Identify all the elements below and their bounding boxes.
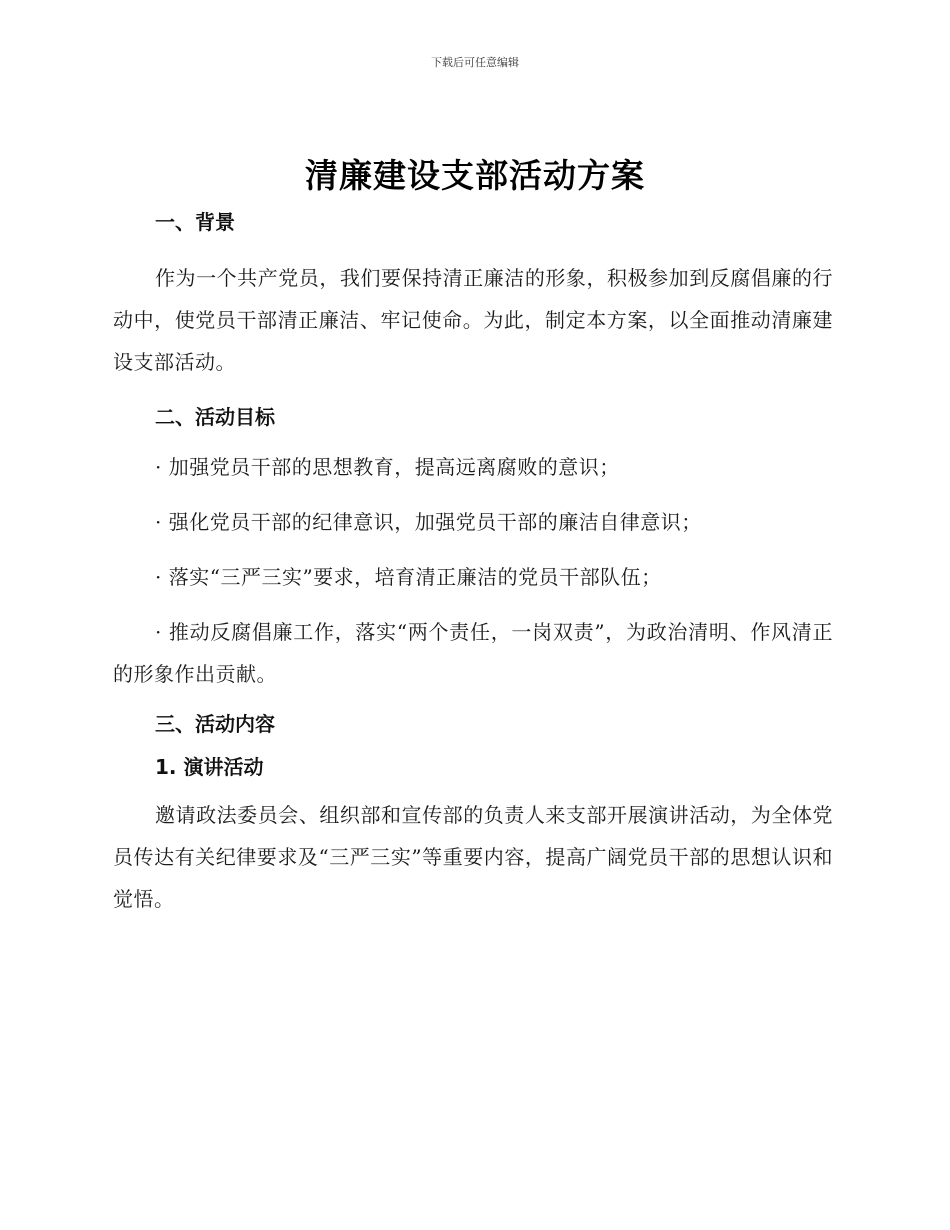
subsection-heading-speech: 1. 演讲活动	[155, 755, 264, 779]
goal-item: · 推动反腐倡廉工作，落实“两个责任，一岗双责”，为政治清明、作风清正的形象作出贡献。	[113, 620, 833, 686]
section-heading-background: 一、背景	[155, 210, 235, 234]
section-heading-content: 三、活动内容	[155, 712, 275, 736]
speech-paragraph: 邀请政法委员会、组织部和宣传部的负责人来支部开展演讲活动，为全体党员传达有关纪律要求及“三严三实”等重要内容，提高广阔党员干部的思想认识和觉悟。	[113, 803, 833, 911]
document-title: 清廉建设支部活动方案	[305, 156, 645, 195]
section-heading-goals: 二、活动目标	[155, 405, 275, 429]
document-body	[113, 196, 833, 920]
goal-item: · 落实“三严三实”要求，培育清正廉洁的党员干部队伍；	[155, 565, 662, 589]
goal-item: · 加强党员干部的思想教育，提高远离腐败的意识；	[155, 455, 620, 479]
header-note: 下载后可任意编辑	[431, 56, 519, 69]
goal-item: · 强化党员干部的纪律意识，加强党员干部的廉洁自律意识；	[155, 510, 702, 534]
background-paragraph: 作为一个共产党员，我们要保持清正廉洁的形象，积极参加到反腐倡廉的行动中，使党员干部清正廉洁、牢记使命。为此，制定本方案，以全面推动清廉建设支部活动。	[113, 266, 833, 374]
